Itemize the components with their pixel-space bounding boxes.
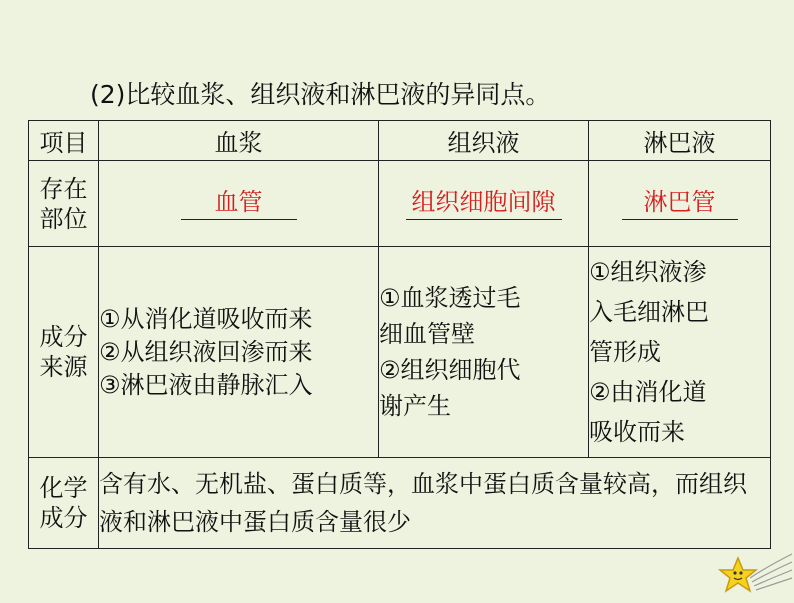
tissue-location-cell <box>379 161 589 247</box>
source-label-line: 来源 <box>39 353 88 381</box>
tissue-source-line: 谢产生 <box>379 392 451 420</box>
header-tissue-fluid: 组织液 <box>379 121 589 161</box>
lymph-source-cell <box>589 247 771 458</box>
tissue-source-cell <box>379 247 589 458</box>
plasma-location-cell <box>99 161 379 247</box>
composition-label-line: 成分 <box>39 504 88 532</box>
plasma-source-line: ①从消化道吸收而来 <box>99 304 313 333</box>
lymph-location-answer: 淋巴管 <box>622 187 738 220</box>
lymph-source-line: 管形成 <box>589 338 661 366</box>
header-lymph: 淋巴液 <box>589 121 771 161</box>
star-icon <box>710 548 794 603</box>
source-row <box>29 247 771 458</box>
composition-row <box>29 458 771 549</box>
location-label <box>29 161 99 247</box>
tissue-source-line: 细血管壁 <box>379 320 475 348</box>
header-item: 项目 <box>29 121 99 161</box>
composition-text: 含有水、无机盐、蛋白质等，血浆中蛋白质含量较高，而组织液和淋巴液中蛋白质含量很少 <box>99 458 771 549</box>
lymph-location-cell <box>589 161 771 247</box>
tissue-source-line: ①血浆透过毛 <box>379 284 521 312</box>
composition-label-line: 化学 <box>39 474 88 502</box>
source-label <box>29 247 99 458</box>
page-title: (2)比较血浆、组织液和淋巴液的异同点。 <box>90 80 551 109</box>
location-label-line: 部位 <box>39 204 88 233</box>
header-plasma: 血浆 <box>99 121 379 161</box>
tissue-source-line: ②组织细胞代 <box>379 356 521 384</box>
plasma-location-answer: 血管 <box>181 187 297 220</box>
plasma-source-cell <box>99 247 379 458</box>
plasma-source-line: ③淋巴液由静脉汇入 <box>99 370 313 399</box>
lymph-source-line: ②由消化道 <box>589 378 707 406</box>
table-header-row <box>29 121 771 161</box>
lymph-source-line: 入毛细淋巴 <box>589 298 709 326</box>
comparison-table <box>28 120 771 549</box>
composition-label <box>29 458 99 549</box>
lymph-source-line: ①组织液渗 <box>589 258 707 286</box>
source-label-line: 成分 <box>39 323 88 351</box>
location-row <box>29 161 771 247</box>
plasma-source-line: ②从组织液回渗而来 <box>99 337 313 366</box>
tissue-location-answer: 组织细胞间隙 <box>406 187 562 220</box>
location-label-line: 存在 <box>39 174 88 203</box>
lymph-source-line: 吸收而来 <box>589 418 685 446</box>
